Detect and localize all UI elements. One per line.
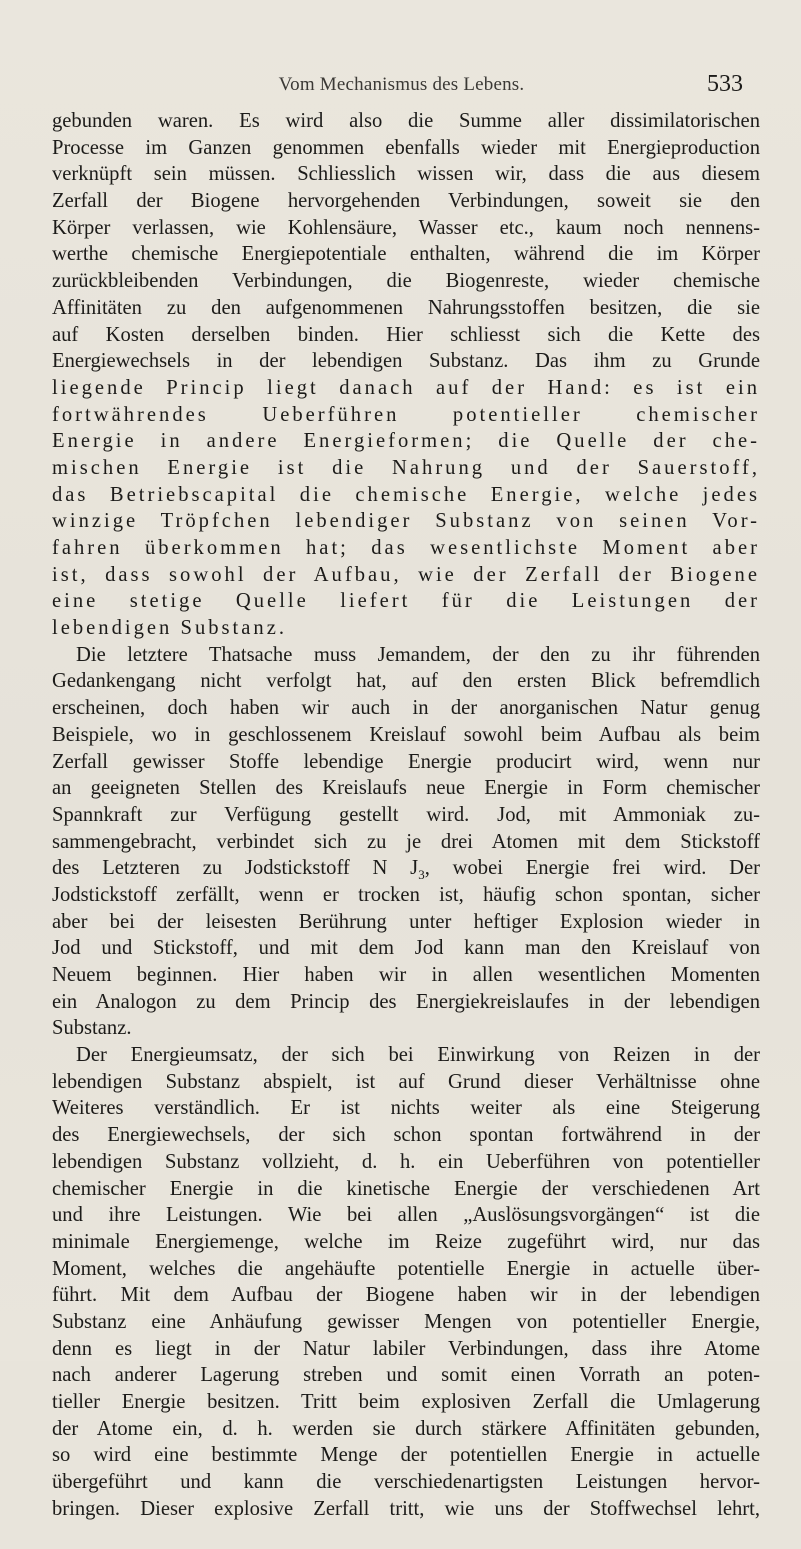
paragraph-start: Der Energieumsatz, der sich bei Einwirkung von Reizen in der (76, 1044, 760, 1067)
text-line-spaced: eine stetige Quelle liefert für die Leistungen der (52, 590, 760, 613)
text-line: gebunden waren. Es wird also die Summe aller dissimilatorischen (52, 110, 760, 132)
text-line-spaced: ist, dass sowohl der Aufbau, wie der Zerfall der Biogene (52, 563, 760, 586)
text-line: chemischer Energie in die kinetische Energie der verschiedenen Art (52, 1177, 760, 1200)
text-line: so wird eine bestimmte Menge der potentiellen Energie in actuelle (52, 1444, 760, 1467)
text-line-formula (52, 855, 760, 882)
page-header (60, 71, 743, 104)
text-line: Zerfall der Biogene hervorgehenden Verbindungen, soweit sie den (52, 190, 760, 213)
text-line-spaced: liegende Princip liegt danach auf der Hand: es ist ein (52, 376, 760, 399)
text-line: Jodstickstoff zerfällt, wenn er trocken ist, häufig schon spontan, sicher (52, 883, 760, 906)
text-line: auf Kosten derselben binden. Hier schliesst sich die Kette des (52, 323, 760, 346)
text-line: Zerfall gewisser Stoffe lebendige Energie producirt wird, wenn nur (52, 750, 760, 773)
text-line: Substanz eine Anhäufung gewisser Mengen von potentieller Energie, (52, 1310, 760, 1333)
text-line: führt. Mit dem Aufbau der Biogene haben wir in der lebendigen (52, 1284, 760, 1307)
text-line: lebendigen Substanz abspielt, ist auf Grund dieser Verhältnisse ohne (52, 1070, 760, 1093)
formula-tail: , wobei Energie frei wird. Der (424, 857, 760, 880)
text-line: erscheinen, doch haben wir auch in der anorganischen Natur genug (52, 697, 760, 720)
running-head: Vom Mechanismus des Lebens. (278, 74, 525, 95)
text-line: aber bei der leisesten Berührung unter heftiger Explosion wieder in (52, 910, 760, 933)
text-line: des Energiewechsels, der sich schon spontan fortwährend in der (52, 1124, 760, 1147)
text-line-spaced: winzige Tröpfchen lebendiger Substanz von seinen Vor- (52, 510, 760, 533)
text-line: minimale Energiemenge, welche im Reize zugeführt wird, nur das (52, 1230, 760, 1253)
body-text (52, 108, 760, 1549)
text-line (52, 1522, 760, 1549)
text-line: werthe chemische Energiepotentiale enthalten, während die im Körper (52, 243, 760, 266)
text-line: denn es liegt in der Natur labiler Verbindungen, dass ihre Atome (52, 1337, 760, 1360)
text-line: verknüpft sein müssen. Schliesslich wissen wir, dass die aus diesem (52, 163, 760, 186)
subscript: 3 (418, 867, 425, 883)
text-line-spaced: Energie in andere Energieformen; die Quelle der che- (52, 430, 760, 453)
page-number: 533 (707, 71, 743, 97)
text-line-spaced: fortwährendes Ueberführen potentieller chemischer (52, 403, 760, 426)
text-line: Gedankengang nicht verfolgt hat, auf den ersten Blick befremdlich (52, 670, 760, 693)
text-line-spaced: fahren überkommen hat; das wesentlichste Moment aber (52, 537, 760, 559)
text-line: zurückbleibenden Verbindungen, die Biogenreste, wieder chemische (52, 270, 760, 293)
text-line: tieller Energie besitzen. Tritt beim explosiven Zerfall die Umlagerung (52, 1391, 760, 1413)
text-line-spaced: mischen Energie ist die Nahrung und der Sauerstoff, (52, 456, 760, 479)
text-line: und ihre Leistungen. Wie bei allen „Auslösungsvorgängen“ ist die (52, 1204, 760, 1227)
text-line: Körper verlassen, wie Kohlensäure, Wasser etc., kaum noch nennens- (52, 216, 760, 239)
text-line: Jod und Stickstoff, und mit dem Jod kann man den Kreislauf von (52, 937, 760, 960)
text-line: Weiteres verständlich. Er ist nichts weiter als eine Steigerung (52, 1097, 760, 1120)
text-line: Processe im Ganzen genommen ebenfalls wieder mit Energieproduction (52, 136, 760, 159)
text-line: ein Analogon zu dem Princip des Energiekreislaufes in der lebendigen (52, 990, 760, 1013)
text-line: sammengebracht, verbindet sich zu je drei Atomen mit dem Stickstoff (52, 830, 760, 853)
text-line: Neuem beginnen. Hier haben wir in allen wesentlichen Momenten (52, 964, 760, 986)
text-line-spaced: lebendigen Substanz. (52, 617, 288, 640)
text-line: Affinitäten zu den aufgenommenen Nahrungsstoffen besitzen, die sie (52, 296, 760, 319)
text-line: an geeigneten Stellen des Kreislaufs neue Energie in Form chemischer (52, 777, 760, 800)
text-line-spaced: das Betriebscapital die chemische Energie, welche jedes (52, 483, 760, 506)
text-line: bringen. Dieser explosive Zerfall tritt, wie uns der Stoffwechsel lehrt, (52, 1497, 760, 1520)
text-line: Substanz. (52, 1017, 132, 1040)
text-line: Beispiele, wo in geschlossenem Kreislauf sowohl beim Aufbau als beim (52, 723, 760, 746)
text-line: nach anderer Lagerung streben und somit einen Vorrath an poten- (52, 1364, 760, 1387)
text-line: Energiewechsels in der lebendigen Substanz. Das ihm zu Grunde (52, 350, 760, 373)
text-line: der Atome ein, d. h. werden sie durch stärkere Affinitäten gebunden, (52, 1417, 760, 1440)
text-line: lebendigen Substanz vollzieht, d. h. ein Ueberführen von potentieller (52, 1150, 760, 1173)
text-line: Moment, welches die angehäufte potentielle Energie in actuelle über- (52, 1257, 760, 1280)
text-line: Spannkraft zur Verfügung gestellt wird. Jod, mit Ammoniak zu- (52, 803, 760, 826)
text-line: übergeführt und kann die verschiedenartigsten Leistungen hervor- (52, 1471, 760, 1494)
formula-lead: des Letzteren zu Jodstickstoff N J (52, 857, 419, 880)
paragraph-start: Die letztere Thatsache muss Jemandem, der den zu ihr führenden (76, 643, 760, 666)
